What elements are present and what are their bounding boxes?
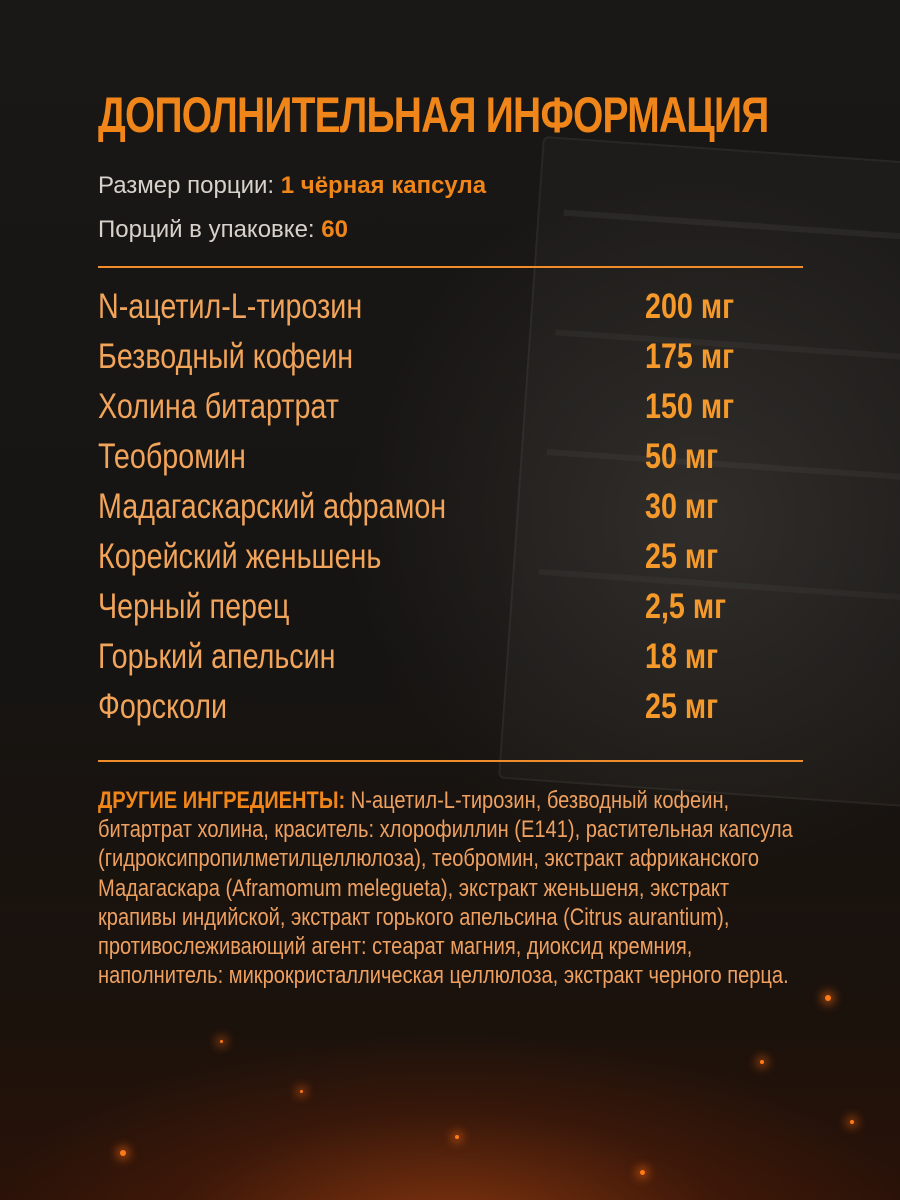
- ingredients-list: [98, 287, 803, 737]
- ingredient-row: [98, 587, 803, 637]
- divider: [98, 760, 803, 762]
- servings-per-pack-value: 60: [321, 216, 348, 243]
- ingredient-amount: 2,5 мг: [645, 587, 727, 626]
- ingredient-row: [98, 287, 803, 337]
- ingredient-name: Холина битартрат: [98, 387, 339, 426]
- ingredient-name: N-ацетил-L-тирозин: [98, 287, 363, 326]
- ingredient-row: [98, 637, 803, 687]
- ingredient-name: Горький апельсин: [98, 637, 336, 676]
- ingredient-row: [98, 487, 803, 537]
- ingredient-name: Безводный кофеин: [98, 337, 354, 376]
- ember-spark: [455, 1135, 459, 1139]
- ingredient-amount: 25 мг: [645, 687, 719, 726]
- ingredient-amount: 30 мг: [645, 487, 719, 526]
- ingredient-name: Корейский женьшень: [98, 537, 382, 576]
- ingredient-amount: 18 мг: [645, 637, 719, 676]
- ingredient-name: Форсколи: [98, 687, 228, 726]
- ember-spark: [300, 1090, 303, 1093]
- serving-size-value: 1 чёрная капсула: [280, 172, 487, 199]
- other-ingredients: [98, 786, 803, 990]
- serving-size: [98, 172, 486, 200]
- ingredient-amount: 200 мг: [645, 287, 735, 326]
- other-ingredients-label: ДРУГИЕ ИНГРЕДИЕНТЫ:: [98, 787, 346, 814]
- ember-spark: [120, 1150, 126, 1156]
- ember-spark: [640, 1170, 645, 1175]
- page-title: ДОПОЛНИТЕЛЬНАЯ ИНФОРМАЦИЯ: [98, 87, 769, 143]
- ingredient-amount: 25 мг: [645, 537, 719, 576]
- ingredient-name: Мадагаскарский афрамон: [98, 487, 447, 526]
- ingredient-row: [98, 537, 803, 587]
- ingredient-name: Теобромин: [98, 437, 246, 476]
- ingredient-row: [98, 387, 803, 437]
- servings-per-pack-label: Порций в упаковке:: [98, 216, 315, 243]
- ingredient-amount: 50 мг: [645, 437, 719, 476]
- servings-per-pack: [98, 216, 348, 244]
- ember-spark: [760, 1060, 764, 1064]
- ingredient-amount: 175 мг: [645, 337, 735, 376]
- ingredient-amount: 150 мг: [645, 387, 735, 426]
- ember-spark: [825, 995, 831, 1001]
- other-ingredients-text: N-ацетил-L-тирозин, безводный кофеин, битартрат холина, краситель: хлорофиллин (Е141), растительная капсула (гидроксипропилметилцеллюлоза), теобромин, экстракт африканского Мадагаскара (Aframomum melegueta), экстракт женьшеня, экстракт крапивы индийской, экстракт горького апельсина (Citrus aurantium), противослеживающий агент: стеарат магния, диоксид кремния, наполнитель: микрокристаллическая целлюлоза, экстракт черного перца.: [98, 787, 793, 990]
- ingredient-row: [98, 437, 803, 487]
- divider: [98, 266, 803, 268]
- ember-spark: [850, 1120, 854, 1124]
- ingredient-row: [98, 337, 803, 387]
- ember-spark: [220, 1040, 223, 1043]
- serving-size-label: Размер порции:: [98, 172, 275, 199]
- ingredient-row: [98, 687, 803, 737]
- ingredient-name: Черный перец: [98, 587, 290, 626]
